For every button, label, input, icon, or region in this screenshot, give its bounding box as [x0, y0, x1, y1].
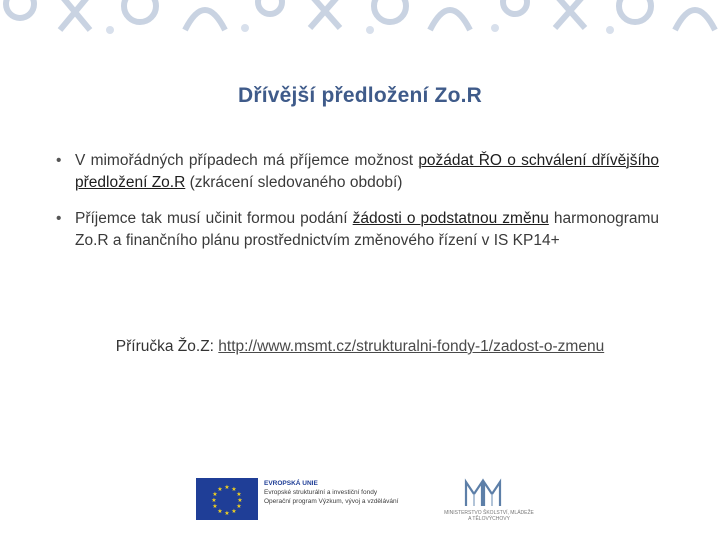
footer-logos	[196, 476, 536, 522]
svg-text:★: ★	[212, 503, 218, 510]
bullet-emphasis: požádat ŘO o schválení dřívějšího předložení Zo.R	[75, 152, 659, 191]
decorative-pattern-band	[0, 0, 720, 38]
eu-program-text	[264, 479, 442, 506]
bullet-text: V mimořádných případech má příjemce možnost	[75, 152, 419, 169]
bullet-emphasis: žádosti o podstatnou změnu	[352, 210, 549, 227]
svg-text:★: ★	[224, 484, 230, 491]
bullet-list	[55, 150, 659, 266]
ministry-caption: MINISTERSTVO ŠKOLSTVÍ, MLÁDEŽE A TĚLOVÝCHOVY	[444, 510, 534, 522]
guide-label: Příručka Žo.Z:	[115, 338, 219, 355]
svg-text:★: ★	[212, 491, 218, 498]
eu-flag-logo	[196, 478, 258, 520]
bullet-item	[55, 150, 659, 194]
svg-text:★: ★	[231, 508, 237, 515]
guide-reference	[0, 338, 720, 356]
bullet-text: (zkrácení sledovaného období)	[185, 174, 403, 191]
slide-title: Dřívější předložení Zo.R	[237, 84, 482, 107]
bullet-text: harmonogramu Zo.R a finančního plánu prostřednictvím změnového řízení v IS KP14+	[75, 210, 660, 249]
svg-text:★: ★	[224, 510, 230, 517]
guide-link[interactable]: http://www.msmt.cz/strukturalni-fondy-1/zadost-o-zmenu	[218, 338, 605, 355]
svg-text:★: ★	[217, 508, 223, 515]
eu-line: Operační program Výzkum, vývoj a vzdělávání	[264, 498, 399, 505]
svg-text:★: ★	[217, 486, 223, 493]
eu-line: EVROPSKÁ UNIE	[264, 480, 318, 487]
svg-text:★: ★	[211, 497, 217, 504]
ministry-logo	[444, 476, 534, 522]
bullet-text: Příjemce tak musí učinit formou podání	[75, 210, 353, 227]
svg-text:★: ★	[231, 486, 237, 493]
bullet-item	[55, 208, 659, 252]
svg-text:★: ★	[236, 503, 242, 510]
eu-line: Evropské strukturální a investiční fondy	[264, 489, 378, 496]
svg-text:★: ★	[237, 497, 243, 504]
svg-text:★: ★	[236, 491, 242, 498]
